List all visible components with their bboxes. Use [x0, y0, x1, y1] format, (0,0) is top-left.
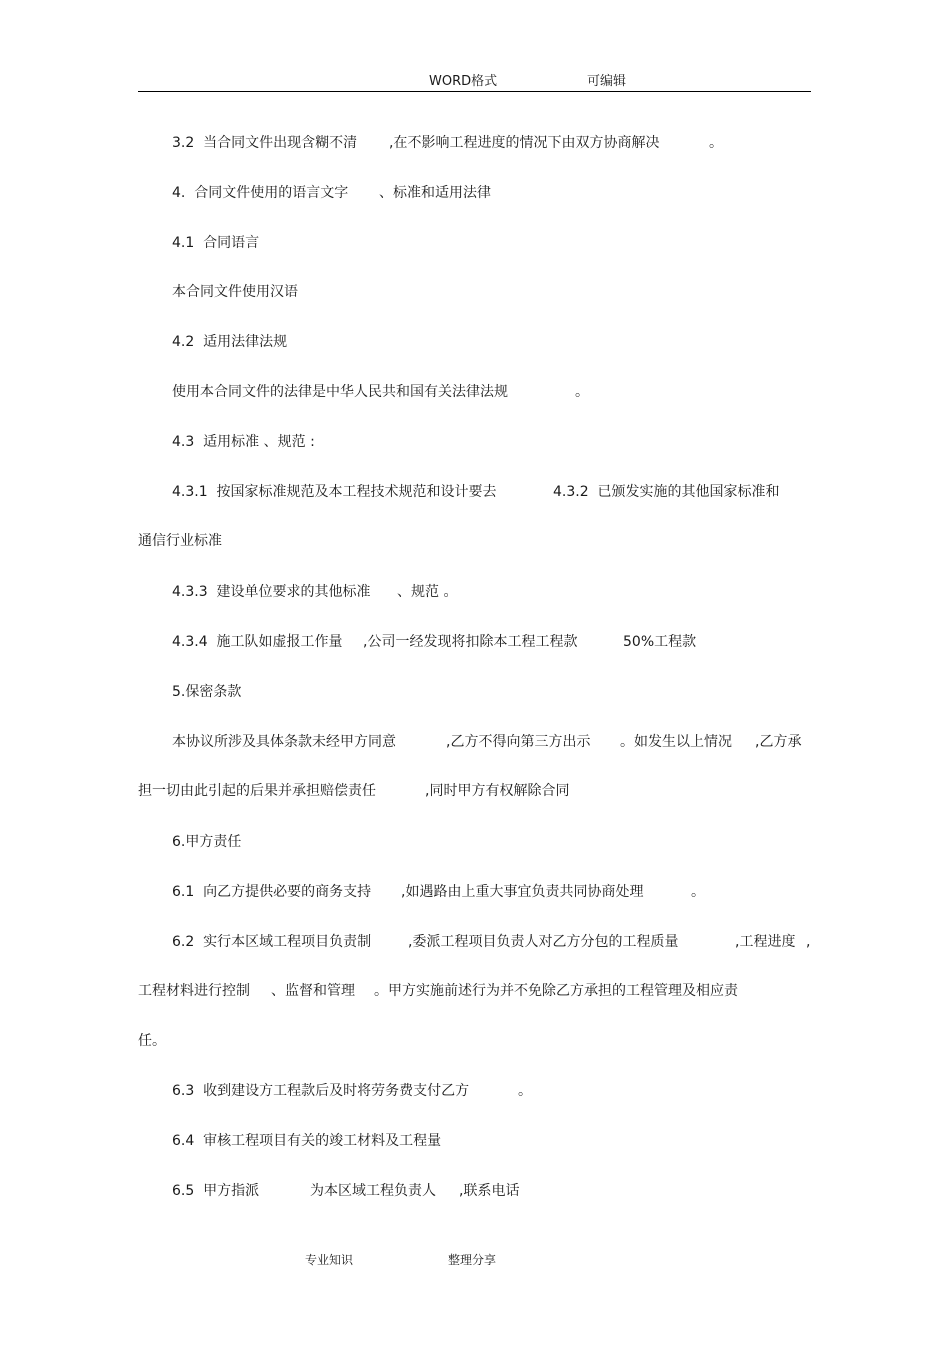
- header-right: 可编辑: [587, 74, 627, 89]
- section-heading: 5.保密条款: [172, 684, 242, 700]
- text-line: 通信行业标准: [138, 533, 222, 549]
- text-line: 3.2 当合同文件出现含糊不清: [172, 135, 358, 151]
- text-line: 。如发生以上情况: [620, 734, 732, 750]
- text-line: 50%工程款: [623, 634, 697, 650]
- header-left: WORD格式: [429, 74, 498, 89]
- text-line: 4.2 适用法律法规: [172, 334, 288, 350]
- section-heading: 、标准和适用法律: [379, 185, 491, 201]
- text-line: 本合同文件使用汉语: [172, 284, 298, 300]
- footer-left: 专业知识: [305, 1253, 354, 1267]
- text-line: ,同时甲方有权解除合同: [425, 783, 570, 799]
- header-divider: [138, 91, 811, 92]
- text-line: ,: [806, 934, 811, 950]
- text-line: ,联系电话: [459, 1183, 520, 1199]
- text-line: 6.3 收到建设方工程款后及时将劳务费支付乙方: [172, 1083, 470, 1099]
- text-line: 6.5 甲方指派: [172, 1183, 260, 1199]
- text-line: 为本区域工程负责人: [310, 1183, 436, 1199]
- text-line: 、规范 。: [397, 584, 458, 600]
- text-line: ,如遇路由上重大事宜负责共同协商处理: [401, 884, 644, 900]
- text-line: 4.1 合同语言: [172, 235, 260, 251]
- text-line: ,公司一经发现将扣除本工程工程款: [363, 634, 578, 650]
- text-line: ,乙方承: [755, 734, 802, 750]
- text-line: 4.3 适用标准 、规范 :: [172, 434, 315, 450]
- text-line: ,委派工程项目负责人对乙方分包的工程质量: [408, 934, 679, 950]
- footer-right: 整理分享: [448, 1253, 497, 1267]
- text-line: 6.1 向乙方提供必要的商务支持: [172, 884, 372, 900]
- text-line: 担一切由此引起的后果并承担赔偿责任: [138, 783, 376, 799]
- text-line: 任。: [138, 1033, 166, 1049]
- text-line: 本协议所涉及具体条款未经甲方同意: [172, 734, 396, 750]
- text-line: 4.3.3 建设单位要求的其他标准: [172, 584, 371, 600]
- text-line: 4.3.4 施工队如虚报工作量: [172, 634, 343, 650]
- text-line: 。甲方实施前述行为并不免除乙方承担的工程管理及相应责: [374, 983, 738, 999]
- text-line: 6.4 审核工程项目有关的竣工材料及工程量: [172, 1133, 442, 1149]
- text-line: 4.3.1 按国家标准规范及本工程技术规范和设计要去: [172, 484, 497, 500]
- text-line: 使用本合同文件的法律是中华人民共和国有关法律法规: [172, 384, 508, 400]
- section-heading: 4. 合同文件使用的语言文字: [172, 185, 349, 201]
- text-line: ,乙方不得向第三方出示: [446, 734, 591, 750]
- text-line: 、监督和管理: [271, 983, 355, 999]
- text-line: 工程材料进行控制: [138, 983, 250, 999]
- text-line: 。: [691, 884, 705, 900]
- text-line: ,在不影响工程进度的情况下由双方协商解决: [389, 135, 660, 151]
- text-line: 4.3.2 已颁发实施的其他国家标准和: [553, 484, 780, 500]
- text-line: 6.2 实行本区域工程项目负责制: [172, 934, 372, 950]
- section-heading: 6.甲方责任: [172, 834, 242, 850]
- text-line: 。: [575, 384, 589, 400]
- text-line: 。: [709, 135, 723, 151]
- text-line: ,工程进度: [735, 934, 796, 950]
- text-line: 。: [518, 1083, 532, 1099]
